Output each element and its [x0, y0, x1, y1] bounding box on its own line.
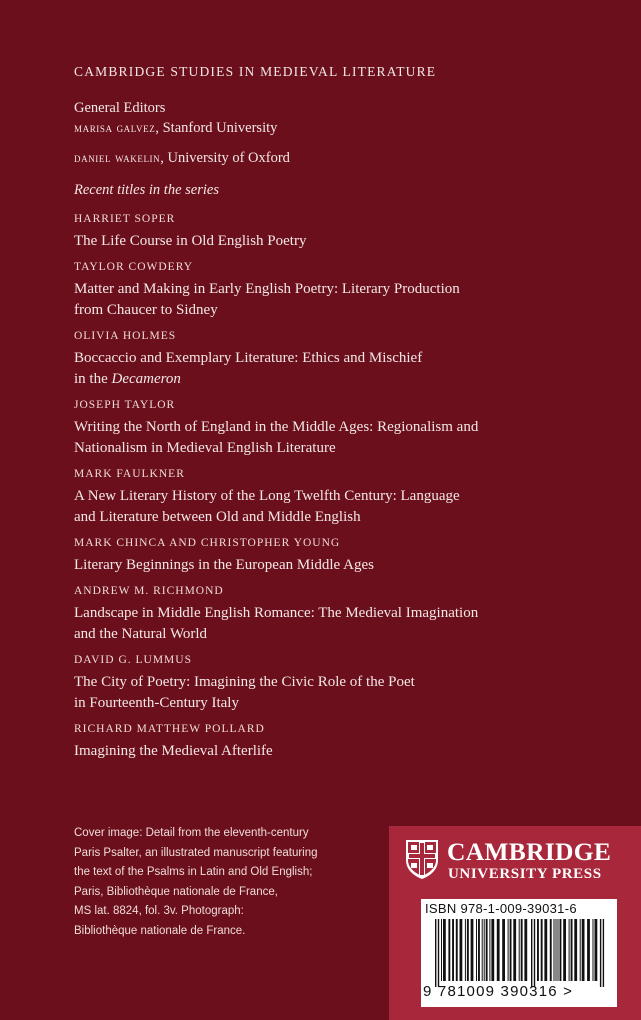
- book-title-line: and Literature between Old and Middle English: [74, 509, 361, 525]
- author-name: HARRIET SOPER: [74, 213, 176, 225]
- general-editors-label: General Editors: [74, 100, 166, 116]
- book-title-line: The City of Poetry: Imagining the Civic Role of the Poet: [74, 674, 415, 690]
- title-entry: [74, 584, 574, 645]
- book-title-line: The Life Course in Old English Poetry: [74, 233, 307, 249]
- editor-line: [74, 151, 290, 171]
- credit-line: MS lat. 8824, fol. 3v. Photograph:: [74, 905, 244, 918]
- recent-titles-list: [74, 212, 574, 770]
- author-name: DAVID G. LUMMUS: [74, 654, 192, 666]
- credit-line: Paris, Bibliothèque nationale de France,: [74, 885, 278, 898]
- title-entry: [74, 653, 574, 714]
- general-editors: [74, 101, 290, 171]
- editor-line: [74, 121, 290, 141]
- title-entry: [74, 260, 574, 321]
- author-name: JOSEPH TAYLOR: [74, 399, 176, 411]
- title-entry: [74, 212, 574, 252]
- credit-line: Bibliothèque nationale de France.: [74, 924, 246, 937]
- book-title-line: Literary Beginnings in the European Middle Ages: [74, 557, 374, 573]
- book-title-line: Landscape in Middle English Romance: The Medieval Imagination: [74, 605, 479, 621]
- book-title-line: [74, 369, 574, 390]
- author-name: TAYLOR COWDERY: [74, 261, 194, 273]
- author-name: OLIVIA HOLMES: [74, 330, 177, 342]
- cambridge-shield-icon: [404, 838, 440, 880]
- author-name: RICHARD MATTHEW POLLARD: [74, 723, 265, 735]
- author-name: ANDREW M. RICHMOND: [74, 585, 224, 597]
- cover-image-credit: [74, 824, 374, 942]
- book-title-line: Nationalism in Medieval English Literature: [74, 440, 336, 456]
- series-title: CAMBRIDGE STUDIES IN MEDIEVAL LITERATURE: [74, 64, 437, 79]
- book-title-line: Matter and Making in Early English Poetry: Literary Production: [74, 281, 460, 297]
- editor-name: marisa galvez: [74, 120, 156, 135]
- credit-line: the text of the Psalms in Latin and Old English;: [74, 866, 313, 879]
- credit-line: Paris Psalter, an illustrated manuscript featuring: [74, 846, 318, 859]
- title-entry: [74, 467, 574, 528]
- book-title-line: from Chaucer to Sidney: [74, 302, 218, 318]
- editor-name: daniel wakelin: [74, 150, 161, 165]
- book-title-prefix: in the: [74, 371, 112, 387]
- book-title-italic: Decameron: [111, 371, 181, 387]
- publisher-panel: [389, 826, 641, 1020]
- title-entry: [74, 722, 574, 762]
- book-title-line: Writing the North of England in the Middle Ages: Regionalism and: [74, 419, 479, 435]
- editor-affiliation: , University of Oxford: [160, 150, 290, 166]
- title-entry: [74, 329, 574, 390]
- credit-line: Cover image: Detail from the eleventh-century: [74, 827, 309, 839]
- author-name: MARK CHINCA AND CHRISTOPHER YOUNG: [74, 537, 341, 549]
- editor-affiliation: , Stanford University: [155, 120, 278, 136]
- recent-titles-label: Recent titles in the series: [74, 182, 219, 198]
- author-name: MARK FAULKNER: [74, 468, 185, 480]
- book-title-line: in Fourteenth-Century Italy: [74, 695, 239, 711]
- publisher-subname: UNIVERSITY PRESS: [448, 866, 602, 882]
- book-title-line: and the Natural World: [74, 626, 208, 642]
- title-entry: [74, 398, 574, 459]
- isbn-digits: 9 781009 390316 >: [423, 983, 574, 1000]
- book-title-line: Boccaccio and Exemplary Literature: Ethics and Mischief: [74, 350, 423, 366]
- barcode: [421, 899, 617, 1007]
- title-entry: [74, 536, 574, 576]
- publisher-name: CAMBRIDGE: [447, 837, 612, 866]
- book-title-line: A New Literary History of the Long Twelfth Century: Language: [74, 488, 460, 504]
- book-title-line: Imagining the Medieval Afterlife: [74, 743, 273, 759]
- isbn-label: ISBN 978-1-009-39031-6: [425, 901, 577, 916]
